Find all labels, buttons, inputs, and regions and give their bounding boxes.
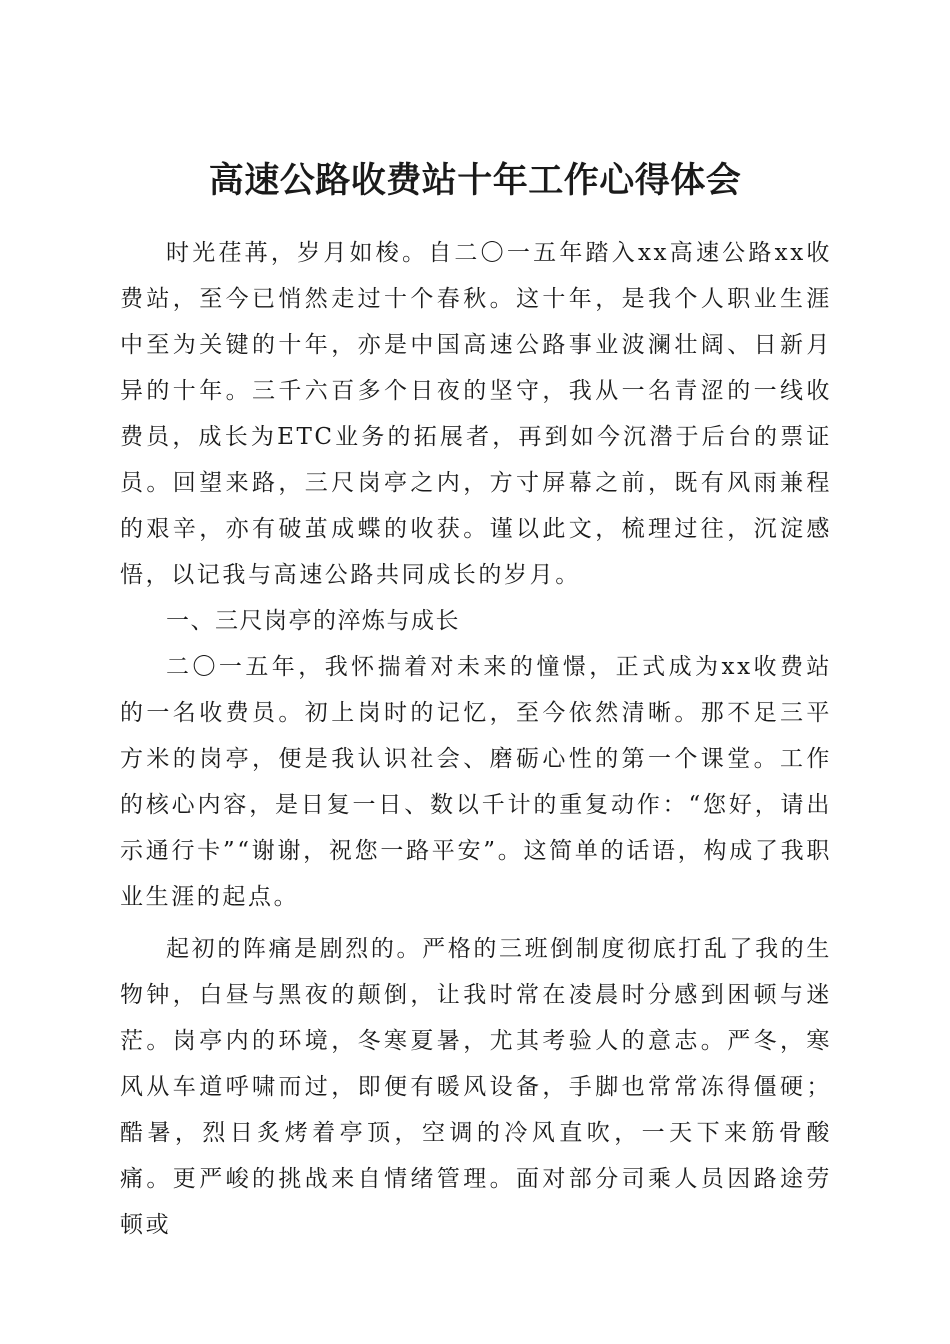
section-paragraph-2: 起初的阵痛是剧烈的。严格的三班倒制度彻底打乱了我的生物钟，白昼与黑夜的颠倒，让我时常在凌晨时分感到困顿与迷茫。岗亭内的环境，冬寒夏暑，尤其考验人的意志。严冬，寒风从车道呼啸而过，即便有暖风设备，手脚也常常冻得僵硬；酷暑，烈日炙烤着亭顶，空调的冷风直吹，一天下来筋骨酸痛。更严峻的挑战来自情绪管理。面对部分司乘人员因路途劳顿或 [120, 936, 832, 1238]
section-heading: 一、三尺岗亭的淬炼与成长 [166, 608, 460, 634]
section-paragraph-1: 二〇一五年，我怀揣着对未来的憧憬，正式成为xx收费站的一名收费员。初上岗时的记忆，至今依然清晰。那不足三平方米的岗亭，便是我认识社会、磨砺心性的第一个课堂。工作的核心内容，是日复一日、数以千计的重复动作：“您好，请出示通行卡”“谢谢，祝您一路平安”。这简单的话语，构成了我职业生涯的起点。 [120, 654, 832, 910]
document-body [120, 230, 832, 1248]
intro-paragraph: 时光荏苒，岁月如梭。自二〇一五年踏入xx高速公路xx收费站，至今已悄然走过十个春秋。这十年，是我个人职业生涯中至为关键的十年，亦是中国高速公路事业波澜壮阔、日新月异的十年。三千六百多个日夜的坚守，我从一名青涩的一线收费员，成长为ETC业务的拓展者，再到如今沉潜于后台的票证员。回望来路，三尺岗亭之内，方寸屏幕之前，既有风雨兼程的艰辛，亦有破茧成蝶的收获。谨以此文，梳理过往，沉淀感悟，以记我与高速公路共同成长的岁月。 [120, 240, 832, 588]
document-title: 高速公路收费站十年工作心得体会 [208, 160, 742, 202]
